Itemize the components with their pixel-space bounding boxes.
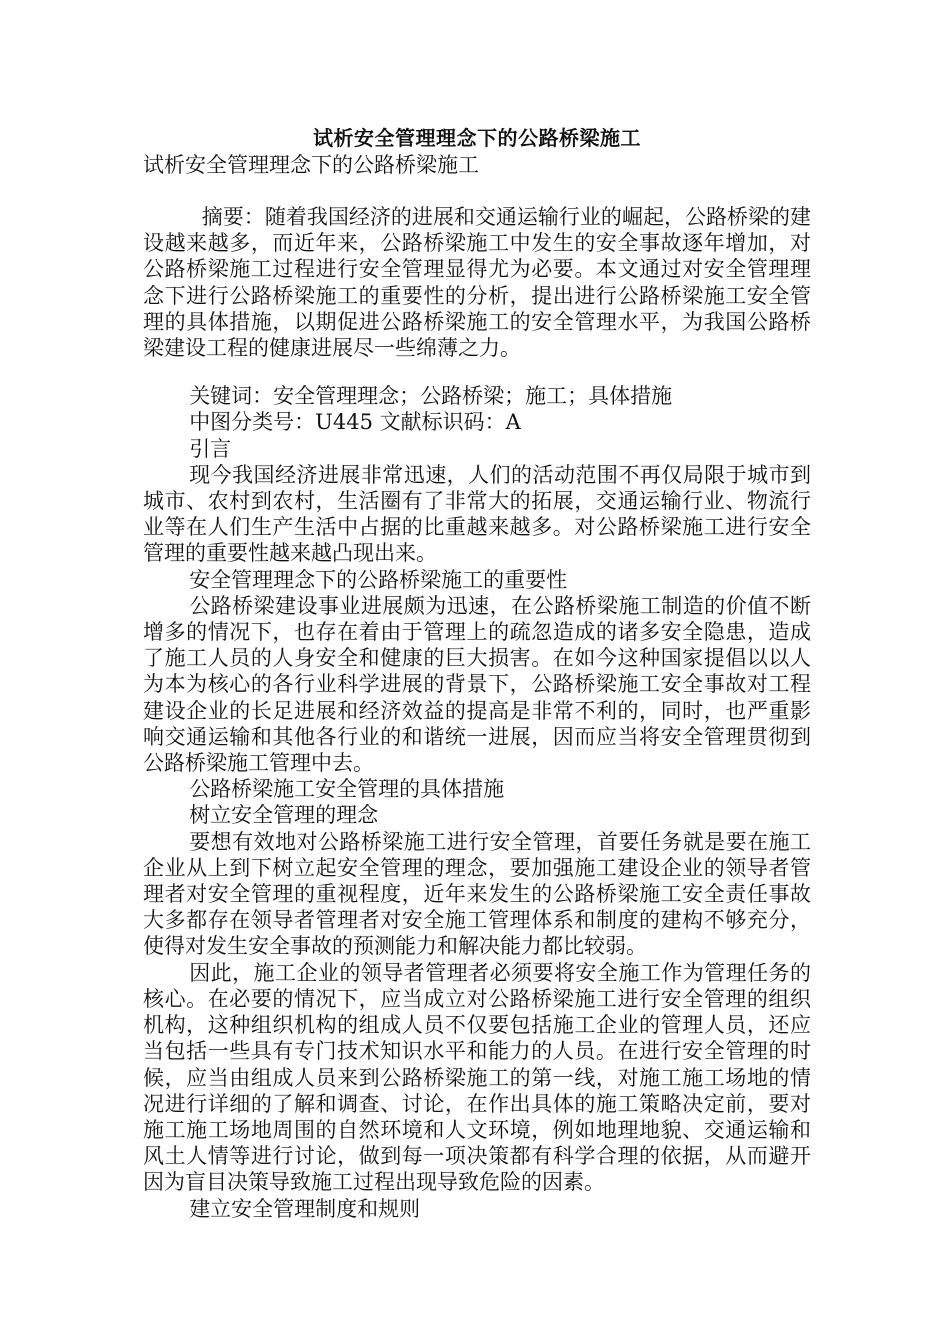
subsection-heading: 建立安全管理制度和规则 <box>189 1196 421 1221</box>
section-heading: 安全管理理念下的公路桥梁施工的重要性 <box>189 567 568 592</box>
classification-line: 中图分类号：U445 文献标识码：A <box>189 410 521 435</box>
subsection-paragraph: 因此，施工企业的领导者管理者必须要将安全施工作为管理任务的核心。在必要的情况下，应当成立对公路桥梁施工进行安全管理的组织机构，这种组织机构的组成人员不仅要包括施工企业的管理人员，还应当包括一些具有专门技术知识水平和能力的人员。在进行安全管理的时候，应当由组成人员来到公路桥梁施工的第一线，对施工施工场地的情况进行详细的了解和调查、讨论，在作出具体的施工策略决定前，要对施工施工场地周围的自然环境和人文环境，例如地理地貌、交通运输和风土人情等进行讨论，做到每一项决策都有科学合理的依据，从而避开因为盲目决策导致施工过程出现导致危险的因素。 <box>143 960 811 1195</box>
section-paragraph: 公路桥梁建设事业进展颇为迅速，在公路桥梁施工制造的价值不断增多的情况下，也存在着由于管理上的疏忽造成的诸多安全隐患，造成了施工人员的人身安全和健康的巨大损害。在如今这种国家提倡以以人为本为核心的各行业科学进展的背景下，公路桥梁施工安全事故对工程建设企业的长足进展和经济效益的提高是非常不利的，同时，也严重影响交通运输和其他各行业的和谐统一进展，因而应当将安全管理贯彻到公路桥梁施工管理中去。 <box>143 593 811 776</box>
intro-paragraph: 现今我国经济进展非常迅速，人们的活动范围不再仅局限于城市到城市、农村到农村，生活圈有了非常大的拓展，交通运输行业、物流行业等在人们生产生活中占据的比重越来越多。对公路桥梁施工进行安全管理的重要性越来越凸现出来。 <box>143 462 811 566</box>
keywords-line: 关键词：安全管理理念；公路桥梁；施工；具体措施 <box>189 384 673 409</box>
subsection-heading: 树立安全管理的理念 <box>189 803 379 828</box>
document-subtitle: 试析安全管理理念下的公路桥梁施工 <box>143 153 479 177</box>
intro-heading: 引言 <box>189 436 232 461</box>
subsection-paragraph: 要想有效地对公路桥梁施工进行安全管理，首要任务就是要在施工企业从上到下树立起安全管理的理念，要加强施工建设企业的领导者管理者对安全管理的重视程度，近年来发生的公路桥梁施工安全责任事故大多都存在领导者管理者对安全施工管理体系和制度的建构不够充分，使得对发生安全事故的预测能力和解决能力都比较弱。 <box>143 829 811 959</box>
spacer <box>143 361 811 383</box>
section-heading: 公路桥梁施工安全管理的具体措施 <box>189 777 505 802</box>
document-page <box>143 124 811 1222</box>
spacer <box>143 178 811 204</box>
document-title: 试析安全管理理念下的公路桥梁施工 <box>313 126 641 150</box>
abstract-paragraph: 摘要：随着我国经济的进展和交通运输行业的崛起，公路桥梁的建设越来越多，而近年来，公路桥梁施工中发生的安全事故逐年增加，对公路桥梁施工过程进行安全管理显得尤为必要。本文通过对安全管理理念下进行公路桥梁施工的重要性的分析，提出进行公路桥梁施工安全管理的具体措施，以期促进公路桥梁施工的安全管理水平，为我国公路桥梁建设工程的健康进展尽一些绵薄之力。 <box>143 205 811 361</box>
